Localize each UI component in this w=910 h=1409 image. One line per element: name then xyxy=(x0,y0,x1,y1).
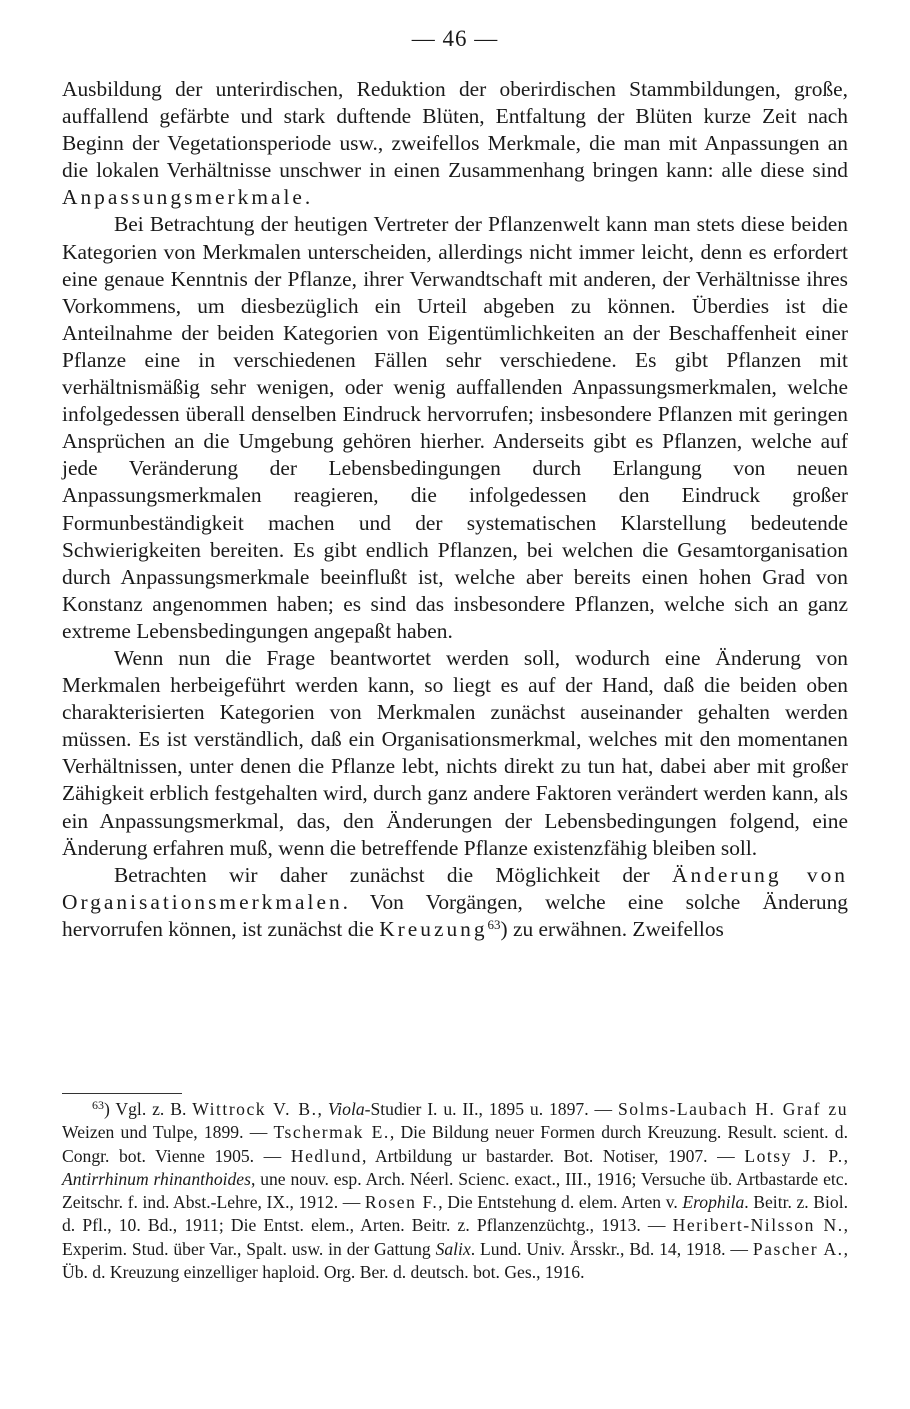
paragraph-1 xyxy=(62,76,848,211)
emphasis-anpassungsmerkmale: Anpassungsmerkmale xyxy=(62,185,305,210)
footnote-text: , Üb. d. Kreuzung einzelliger haploid. Org. Ber. d. deutsch. bot. Ges., 1916. xyxy=(62,1238,848,1283)
footnote-text: , Experim. Stud. über Var., Spalt. usw. in der Gattung xyxy=(62,1215,848,1259)
footnotes xyxy=(62,1098,848,1284)
body-text xyxy=(62,76,848,943)
paragraph-text: . Von Vorgängen, welche eine solche Änderung hervorrufen können, ist zunächst die xyxy=(62,889,848,941)
paragraph-text: Ausbildung der unterirdischen, Reduktion der oberirdischen Stammbildungen, große, auffallend gefärbte und stark duftende Blüten, Entfaltung der Blüten kurze Zeit nach Beginn der Vegetationsperiode usw., zweifellos Merkmale, die man mit Anpassungen an die lokalen Verhältnisse unschwer in einen Zusammenhang bringen kann: alle diese sind xyxy=(62,77,848,183)
footnote-author: Solms-Laubach H. Graf zu xyxy=(617,1099,849,1119)
footnote-author: Tschermak E. xyxy=(273,1122,390,1143)
footnote-author: Hedlund xyxy=(290,1145,362,1166)
footnote-italic-title: Erophila xyxy=(682,1192,745,1213)
footnote-text: -Studier I. u. II., 1895 u. 1897. — xyxy=(364,1099,618,1119)
footnote-text: , Artbildung ur bastarder. Bot. Notiser, 1907. — xyxy=(361,1145,745,1166)
footnote-italic-title: Salix xyxy=(435,1238,471,1259)
footnote-text: . Lund. Univ. Årsskr., Bd. 14, 1918. — xyxy=(470,1238,753,1259)
paragraph-text: Betrachten wir daher zunächst die Möglichkeit der xyxy=(114,862,673,887)
footnote-italic-title: Antirrhinum rhinanthoides xyxy=(62,1168,251,1189)
footnote-author: Wittrock V. B. xyxy=(192,1099,318,1119)
footnote-text: . Beitr. z. Biol. d. Pfl., 10. Bd., 1911; Die Entst. elem., Arten. Beitr. z. Pflanzenzüchtg., 1913. — xyxy=(62,1192,848,1236)
footnote-text: , une nouv. esp. Arch. Néerl. Scienc. exact., III., 1916; Versuche üb. Artbastarde etc. Zeitschr. f. ind. Abst.-Lehre, IX., 1912. — xyxy=(62,1168,848,1213)
emphasis-kreuzung: Kreuzung xyxy=(379,916,488,941)
emphasis-organisationsmerkmale: Änderung von Organisationsmerkmalen xyxy=(62,862,849,914)
footnote-text: Weizen und Tulpe, 1899. — xyxy=(62,1122,274,1143)
footnote-author: Pascher A. xyxy=(752,1238,844,1259)
footnote-author: Heribert-Nilsson N. xyxy=(672,1215,844,1236)
footnote-text: , xyxy=(317,1099,328,1119)
footnote-mark: 63 xyxy=(92,1098,104,1112)
footnote-63 xyxy=(62,1098,848,1284)
paragraph-3: Wenn nun die Frage beantwortet werden soll, wodurch eine Änderung von Merkmalen herbeigeführt werden kann, so liegt es auf der Hand, daß die beiden oben charakterisierten Kategorien von Merkmalen zunächst auseinander gehalten werden müssen. Es ist verständlich, daß ein Organisationsmerkmal, welches mit den momentanen Verhältnissen, unter denen die Pflanze lebt, nichts direkt zu tun hat, dabei aber mit großer Zähigkeit erblich festgehalten wird, durch ganz andere Faktoren verändert werden kann, als ein Anpassungsmerkmal, das, den Änderungen der Lebensbedingungen folgend, eine Änderung erfahren muß, wenn die betreffende Pflanze existenzfähig bleiben soll. xyxy=(62,645,848,860)
paragraph-end: . xyxy=(304,185,311,210)
footnote-text: , Die Bildung neuer Formen durch Kreuzung. Result. scient. d. Congr. bot. Vienne 1905. — xyxy=(62,1122,848,1166)
page-number: — 46 — xyxy=(411,26,499,51)
footnote-reference[interactable]: 63 xyxy=(487,916,501,932)
footnote-italic-title: Viola xyxy=(327,1099,365,1119)
paragraph-text: ) zu erwähnen. Zweifellos xyxy=(500,916,724,941)
paragraph-4 xyxy=(62,862,848,943)
footnote-text: , Die Entstehung d. elem. Arten v. xyxy=(438,1192,683,1213)
footnote-text: ) Vgl. z. B. xyxy=(104,1099,193,1119)
footnote-author: Rosen F. xyxy=(364,1192,439,1213)
footnote-body xyxy=(62,1099,848,1282)
footnote-divider xyxy=(62,1093,182,1094)
paragraph-2: Bei Betrachtung der heutigen Vertreter der Pflanzenwelt kann man stets diese beiden Kategorien von Merkmalen unterscheiden, allerdings nicht immer leicht, denn es erfordert eine genaue Kenntnis der Pflanze, ihrer Verwandtschaft mit anderen, der Verhältnisse ihres Vorkommens, um diesbezüglich ein Urteil abgeben zu können. Überdies ist die Anteilnahme der beiden Kategorien von Eigentümlichkeiten an der Beschaffenheit einer Pflanze eine in verschiedenen Fällen sehr verschiedene. Es gibt Pflanzen mit verhältnismäßig sehr wenigen, oder wenig auffallenden Anpassungsmerkmalen, welche infolgedessen überall denselben Eindruck hervorrufen; insbesondere Pflanzen mit geringen Ansprüchen an die Umgebung gehören hierher. Anderseits gibt es Pflanzen, welche auf jede Veränderung der Lebensbedingungen durch Erlangung von neuen Anpassungsmerkmalen reagieren, die infolgedessen den Eindruck großer Formunbeständigkeit machen und der systematischen Klarstellung bedeutende Schwierigkeiten bereiten. Es gibt endlich Pflanzen, bei welchen die Gesamtorganisation durch Anpassungsmerkmale beeinflußt ist, welche aber bereits einen hohen Grad von Konstanz angenommen haben; es sind das insbesondere Pflanzen, welche sich an ganz extreme Lebensbedingungen angepaßt haben. xyxy=(62,212,848,643)
footnote-author: Lotsy J. P. xyxy=(744,1145,844,1166)
footnote-text: , xyxy=(843,1145,848,1166)
